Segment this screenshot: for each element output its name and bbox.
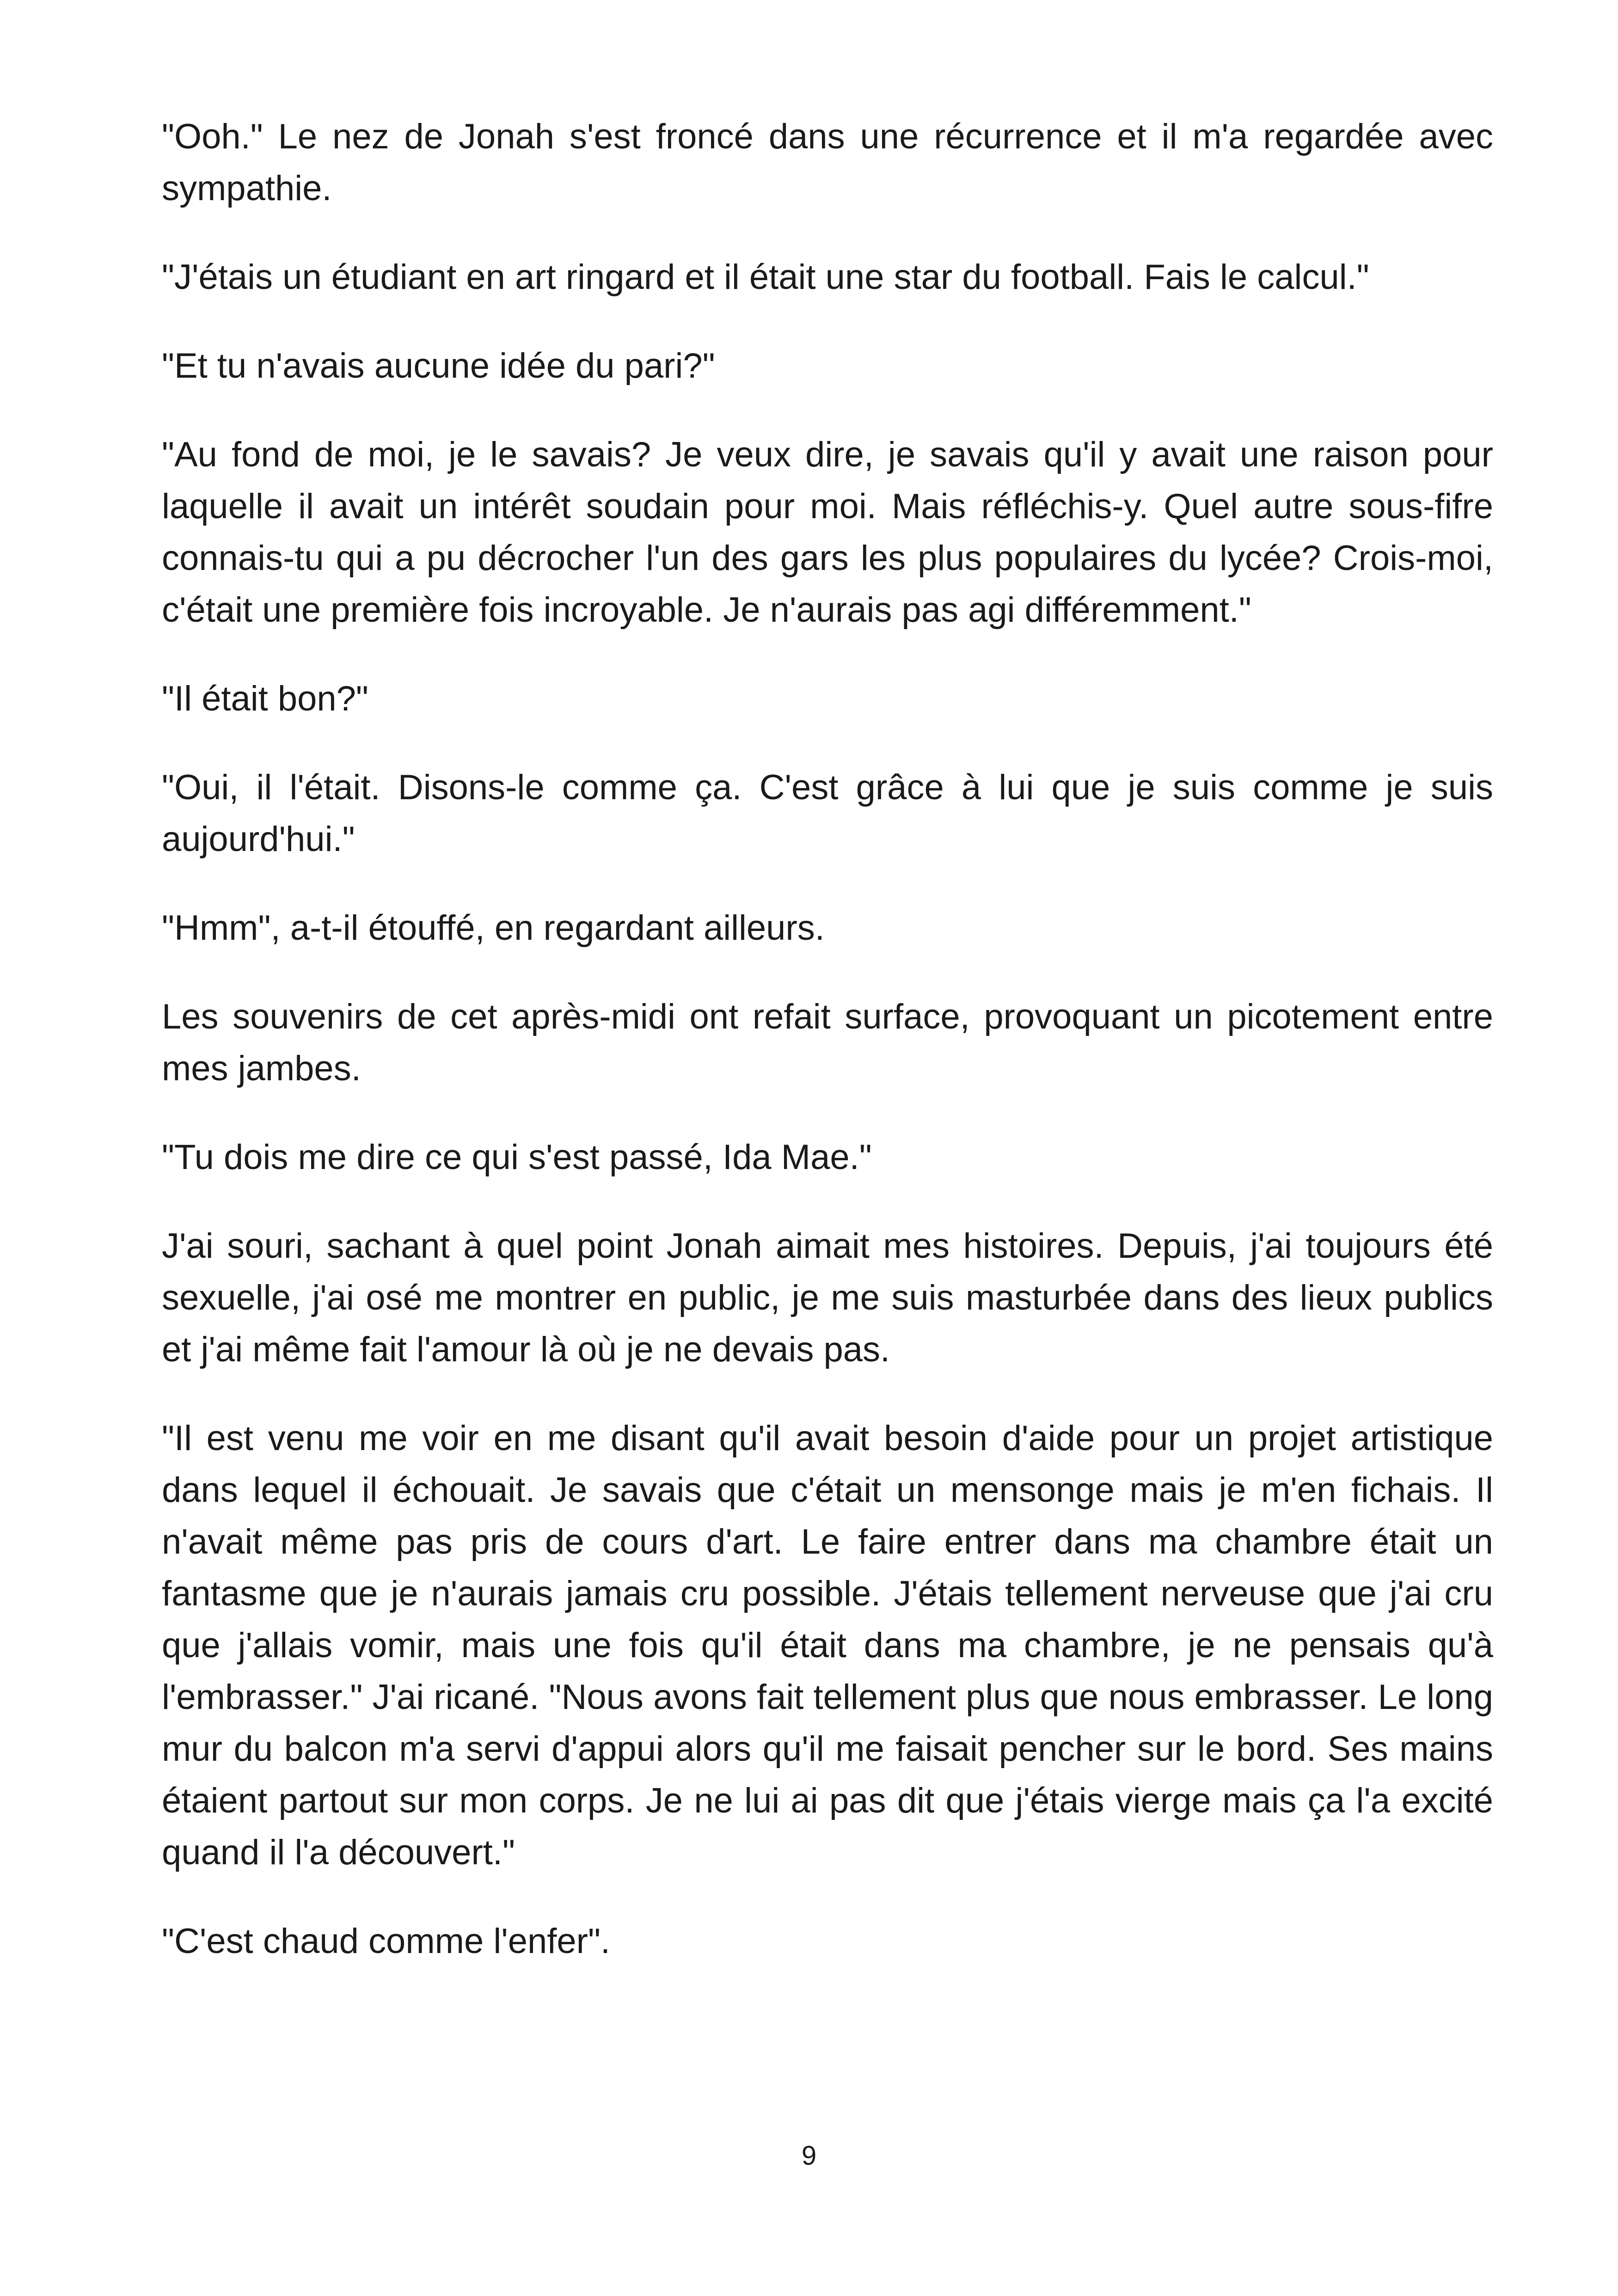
paragraph: "Hmm", a-t-il étouffé, en regardant ailleurs. [162, 908, 825, 948]
body-text [162, 111, 1493, 2004]
paragraph: "J'étais un étudiant en art ringard et il était une star du football. Fais le calcul." [162, 257, 1369, 297]
paragraph: "Il est venu me voir en me disant qu'il avait besoin d'aide pour un projet artistique dans lequel il échouait. Je savais que c'était un mensonge mais je m'en fichais. Il n'avait même pas pris de cours d'art. Le faire entrer dans ma chambre était un fantasme que je n'aurais jamais cru possible. J'étais tellement nerveuse que j'ai cru que j'allais vomir, mais une fois qu'il était dans ma chambre, je ne pensais qu'à l'embrasser." J'ai ricané. "Nous avons fait tellement plus que nous embrasser. Le long mur du balcon m'a servi d'appui alors qu'il me faisait pencher sur le bord. Ses mains étaient partout sur mon corps. Je ne lui ai pas dit que j'étais vierge mais ça l'a excité quand il l'a découvert." [162, 1419, 1493, 1872]
paragraph: "C'est chaud comme l'enfer". [162, 1922, 611, 1961]
paragraph: "Oui, il l'était. Disons-le comme ça. C'est grâce à lui que je suis comme je suis aujourd'hui." [162, 768, 1493, 859]
paragraph: Les souvenirs de cet après-midi ont refait surface, provoquant un picotement entre mes jambes. [162, 997, 1493, 1088]
paragraph: J'ai souri, sachant à quel point Jonah aimait mes histoires. Depuis, j'ai toujours été sexuelle, j'ai osé me montrer en public, je me suis masturbée dans des lieux publics et j'ai même fait l'amour là où je ne devais pas. [162, 1226, 1493, 1369]
page-number: 9 [801, 2141, 817, 2171]
paragraph: "Au fond de moi, je le savais? Je veux dire, je savais qu'il y avait une raison pour laquelle il avait un intérêt soudain pour moi. Mais réfléchis-y. Quel autre sous-fifre connais-tu qui a pu décrocher l'un des gars les plus populaires du lycée? Crois-moi, c'était une première fois incroyable. Je n'aurais pas agi différemment." [162, 435, 1493, 630]
paragraph: "Il était bon?" [162, 679, 368, 718]
paragraph: "Ooh." Le nez de Jonah s'est froncé dans une récurrence et il m'a regardée avec sympathie. [162, 117, 1493, 208]
paragraph: "Et tu n'avais aucune idée du pari?" [162, 346, 715, 386]
paragraph: "Tu dois me dire ce qui s'est passé, Ida Mae." [162, 1138, 872, 1177]
